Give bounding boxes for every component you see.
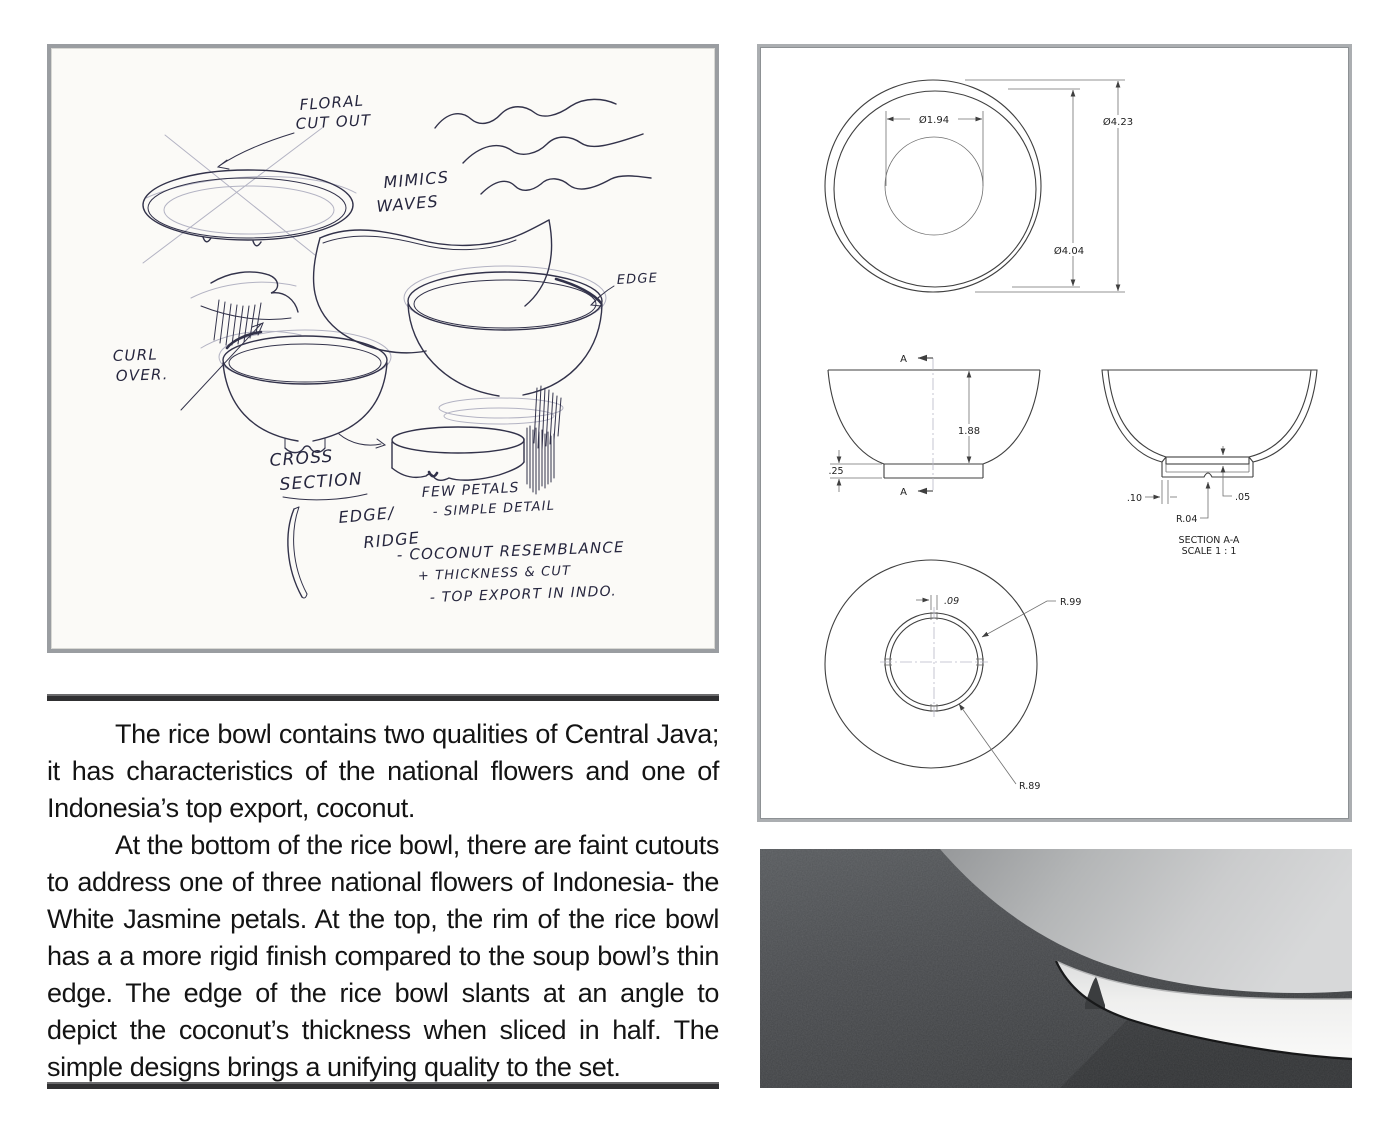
bowl-sketch (51, 48, 715, 649)
annotation-note-line1: - COCONUT RESEMBLANCE (396, 538, 626, 564)
dim-bottom-thickness: .05 (1235, 492, 1251, 503)
annotation-cross-section-line2: SECTION (278, 469, 364, 495)
description-text (47, 716, 719, 1086)
annotation-edge-ridge-line2: RIDGE (362, 528, 421, 552)
rice-bowl-right-sketch (408, 272, 602, 450)
bowl-foot-photo (760, 849, 1352, 1088)
technical-drawing-panel (757, 44, 1352, 822)
description-paragraph-2: At the bottom of the rice bowl, there are faint cutouts to address one of three national flowers of Indonesia- the White Jasmine petals. At the top, the rim of the rice bowl has a a more rigid finish compared to the soup bowl’s thin edge. The edge of the rice bowl slants at an angle to depict the coconut’s thickness when sliced in half. The simple designs brings a unifying quality to the set. (47, 830, 719, 1082)
annotation-note-line3: - TOP EXPORT IN INDO. (429, 583, 618, 606)
front-view (828, 354, 1040, 498)
divider-rule-top (47, 694, 719, 701)
annotation-curl-line2: OVER. (115, 365, 169, 385)
annotation-mimics-line1: MIMICS (382, 167, 450, 192)
section-view (1102, 370, 1317, 557)
dim-cutout-radius: R.04 (1176, 514, 1198, 525)
shading-hatch-dense (527, 426, 554, 494)
soup-bowl-sketch (314, 220, 552, 353)
section-marker-a-bottom: A (900, 487, 907, 498)
bowl-foot-photo-image (760, 849, 1352, 1088)
cross-section-underline (283, 494, 367, 500)
dim-bowl-height: 1.88 (957, 426, 981, 437)
edge-ridge-doodle (288, 507, 307, 598)
annotation-floral-line2: CUT OUT (295, 111, 372, 133)
annotation-cross-section-line1: CROSS (268, 446, 335, 471)
floral-arrow (218, 133, 294, 169)
description-paragraph-1: The rice bowl contains two qualities of Central Java; it has characteristics of the national flowers and one of Indonesia’s top export, coconut. (47, 719, 719, 823)
annotation-edge: EDGE (616, 270, 659, 288)
wave-doodles (435, 99, 651, 194)
dim-rim-outer-diameter: Ø4.23 (1102, 117, 1134, 128)
section-caption-line2: SCALE 1 : 1 (1181, 546, 1237, 557)
dim-foot-height: .25 (828, 466, 844, 477)
dim-rim-inner-diameter: Ø4.04 (1053, 246, 1085, 257)
section-caption-line1: SECTION A-A (1178, 535, 1240, 546)
cad-drawing (760, 47, 1349, 819)
annotation-few-petals-line2: - SIMPLE DETAIL (432, 498, 556, 520)
divider-rule-bottom (47, 1082, 719, 1089)
dim-foot-diameter: Ø1.94 (918, 115, 950, 126)
dim-ring-outer-radius: R.99 (1060, 597, 1082, 608)
bottom-view (825, 560, 1081, 792)
annotation-few-petals-line1: FEW PETALS (421, 479, 521, 501)
annotation-mimics-line2: WAVES (375, 191, 440, 216)
annotation-edge-ridge-line1: EDGE/ (337, 503, 396, 527)
dim-ring-inner-radius: R.89 (1019, 781, 1041, 792)
section-marker-a-top: A (900, 354, 907, 365)
dim-ring-width: .09 (944, 596, 960, 607)
annotation-curl-line1: CURL (112, 345, 159, 365)
annotation-floral-line1: FLORAL (299, 91, 365, 114)
top-view (825, 80, 1141, 292)
rice-bowl-left-sketch (223, 332, 387, 453)
sketch-panel (47, 44, 719, 653)
annotation-note-line2: + THICKNESS & CUT (417, 563, 572, 584)
dim-wall-thickness: .10 (1126, 493, 1142, 504)
